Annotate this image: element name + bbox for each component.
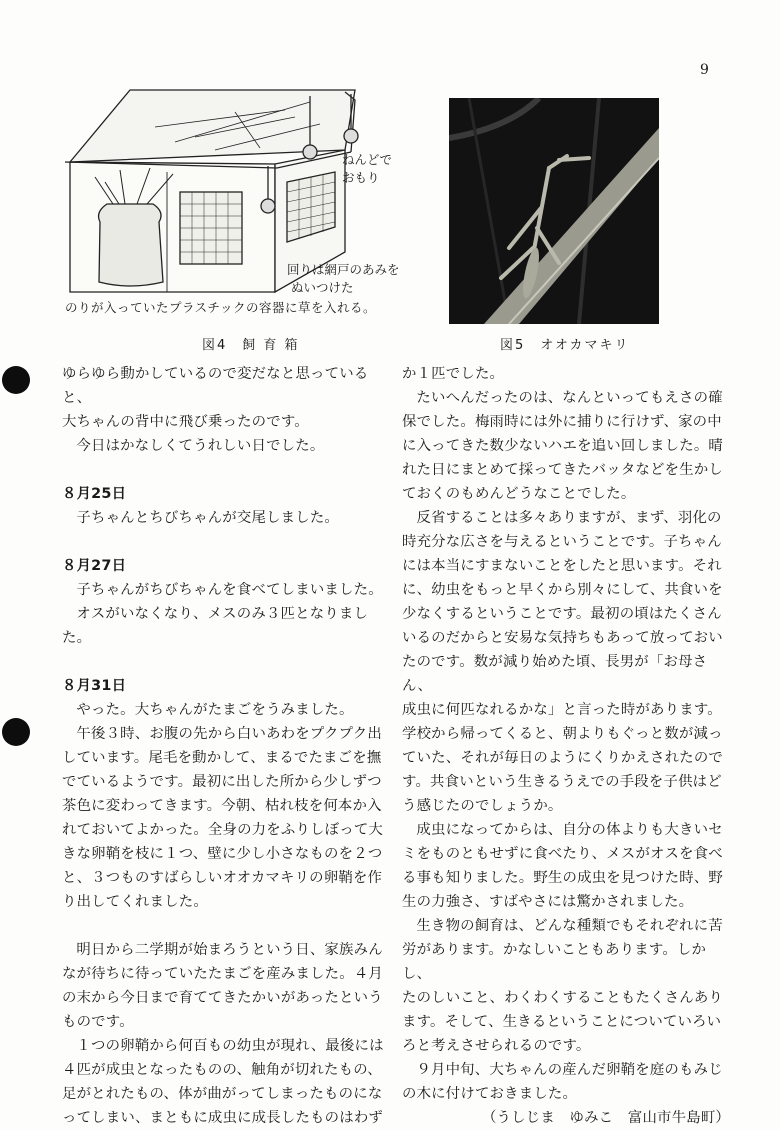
text-line: 学校から帰ってくると、朝よりもぐっと数が減っ (402, 726, 723, 742)
text-line: しています。尾毛を動かして、まるでたまごを撫 (62, 750, 382, 766)
text-line: 反省することは多々ありますが、まず、羽化の (416, 510, 722, 526)
text-line: 生の力強さ、すばやさには驚かされました。 (402, 894, 694, 910)
label-net: 回りは網戸のあみを (287, 262, 400, 277)
text-line: でているようです。最初に出した所から少しずつ (62, 774, 382, 790)
text-line: ます。そして、生きるということについていろい (402, 1014, 722, 1030)
text-line: う感じたのでしょうか。 (402, 798, 563, 814)
text-line: 足がとれたもの、体が曲がってしまったものにな (62, 1086, 383, 1102)
text-line: る事も知りました。野生の成虫を見つけた時、野 (402, 870, 723, 886)
text-line: の末から今日まで育ててきたかいがあったという (62, 990, 383, 1006)
text-line: いるのだからと安易な気持ちもあって放っておい (402, 630, 723, 646)
text-line: 明日から二学期が始まろうという日、家族みん (76, 942, 383, 958)
label-container: のりが入っていたプラスチックの容器に草を入れる。 (65, 300, 377, 315)
text-line: 労があります。かなしいこともあります。しかし、 (402, 942, 707, 982)
text-line: 茶色に変わってきます。今朝、枯れ枝を何本か入 (62, 798, 382, 814)
date-heading: ８月25日 (62, 486, 127, 502)
punch-hole-bottom (2, 718, 30, 746)
text-line: 子ちゃんとちびちゃんが交尾しました。 (76, 510, 340, 526)
text-line: ４匹が成虫となったものの、触角が切れたもの、 (62, 1062, 382, 1078)
label-weight-2: おもり (342, 170, 380, 185)
text-line: たいへんだったのは、なんといってもえさの確 (416, 390, 723, 406)
text-line: に入ってきた数少ないハエを追い回しました。晴 (402, 438, 723, 454)
text-line: ておくのもめんどうなことでした。 (402, 486, 636, 502)
text-line: たのです。数が減り始めた頃、長男が「お母さん、 (402, 654, 708, 694)
text-line: 今日はかなしくてうれしい日でした。 (76, 438, 325, 454)
paragraph-gap (62, 914, 392, 938)
text-line: きな卵鞘を枝に１つ、壁に少し小さなものを２つ (62, 846, 383, 862)
text-line: ９月中旬、大ちゃんの産んだ卵鞘を庭のもみじ (416, 1062, 723, 1078)
figure4-caption: 図4 飼 育 箱 (202, 338, 300, 353)
text-line: 午後３時、お腹の先から白いあわをプクプク出 (76, 726, 382, 742)
mantis-photo-drawing (449, 98, 659, 324)
left-column (62, 362, 392, 1130)
page-number: 9 (700, 62, 709, 78)
text-line: 子ちゃんがちびちゃんを食べてしまいました。 (76, 582, 383, 598)
text-line: に、幼虫をもっと早くから別々にして、共食いを (402, 582, 723, 598)
date-heading: ８月31日 (62, 678, 127, 694)
text-line: ていた、それが毎日のようにくりかえされたので (402, 750, 723, 766)
figure5-caption: 図5 オオカマキリ (500, 338, 630, 353)
text-line: １つの卵鞘から何百もの幼虫が現れ、最後には (76, 1038, 384, 1054)
text-line: 生き物の飼育は、どんな種類でもそれぞれに苦 (416, 918, 723, 934)
text-line: か１匹でした。 (402, 366, 505, 382)
text-line: なが待ちに待っていたたまごを産みました。４月 (62, 966, 383, 982)
text-line: には本当にすまないことをしたと思います。それ (402, 558, 722, 574)
label-weight: ねんどで (342, 152, 393, 167)
text-line: の木に付けておきました。 (402, 1086, 578, 1102)
text-line: ろと考えさせられるのです。 (402, 1038, 591, 1054)
text-line: 成虫になってからは、自分の体よりも大きいセ (416, 822, 723, 838)
text-line: と、３つものすばらしいオオカマキリの卵鞘を作 (62, 870, 383, 886)
text-line: オスがいなくなり、メスのみ３匹となりました。 (62, 606, 369, 646)
text-line: す。共食いという生きるうえでの手段を子供はど (402, 774, 722, 790)
text-line: 時充分な広さを与えるということです。子ちゃん (402, 534, 722, 550)
text-line: り出してくれました。 (62, 894, 208, 910)
figure-breeding-box (55, 82, 415, 322)
text-line: ミをものともせずに食べたり、メスがオスを食べ (402, 846, 723, 862)
text-line: ものです。 (62, 1014, 134, 1030)
text-line: ゆらゆら動かしているので変だなと思っていると、 (62, 366, 369, 406)
text-line: 少なくするということです。最初の頃はたくさん (402, 606, 722, 622)
text-line: れた日にまとめて採ってきたバッタなどを生かし (402, 462, 723, 478)
text-line: れておいてよかった。全身の力をふりしぼって大 (62, 822, 383, 838)
date-heading: ８月27日 (62, 558, 127, 574)
text-line: 保でした。梅雨時には外に捕りに行けず、家の中 (402, 414, 722, 430)
label-net-2: ぬいつけた (291, 280, 354, 295)
text-line: 大ちゃんの背中に飛び乗ったのです。 (62, 414, 309, 430)
punch-hole-top (2, 366, 30, 394)
mantis-photo (449, 98, 659, 324)
text-line: たのしいこと、わくわくすることもたくさんあり (402, 990, 723, 1006)
text-line: やった。大ちゃんがたまごをうみました。 (76, 702, 354, 718)
text-line: ってしまい、まともに成虫に成長したものはわず (62, 1110, 383, 1126)
author-signature: （うしじま ゆみこ 富山市牛島町） (481, 1110, 730, 1126)
breeding-box-drawing (55, 82, 415, 322)
right-column (402, 362, 732, 1130)
text-line: 成虫に何匹なれるかな」と言った時があります。 (402, 702, 722, 718)
